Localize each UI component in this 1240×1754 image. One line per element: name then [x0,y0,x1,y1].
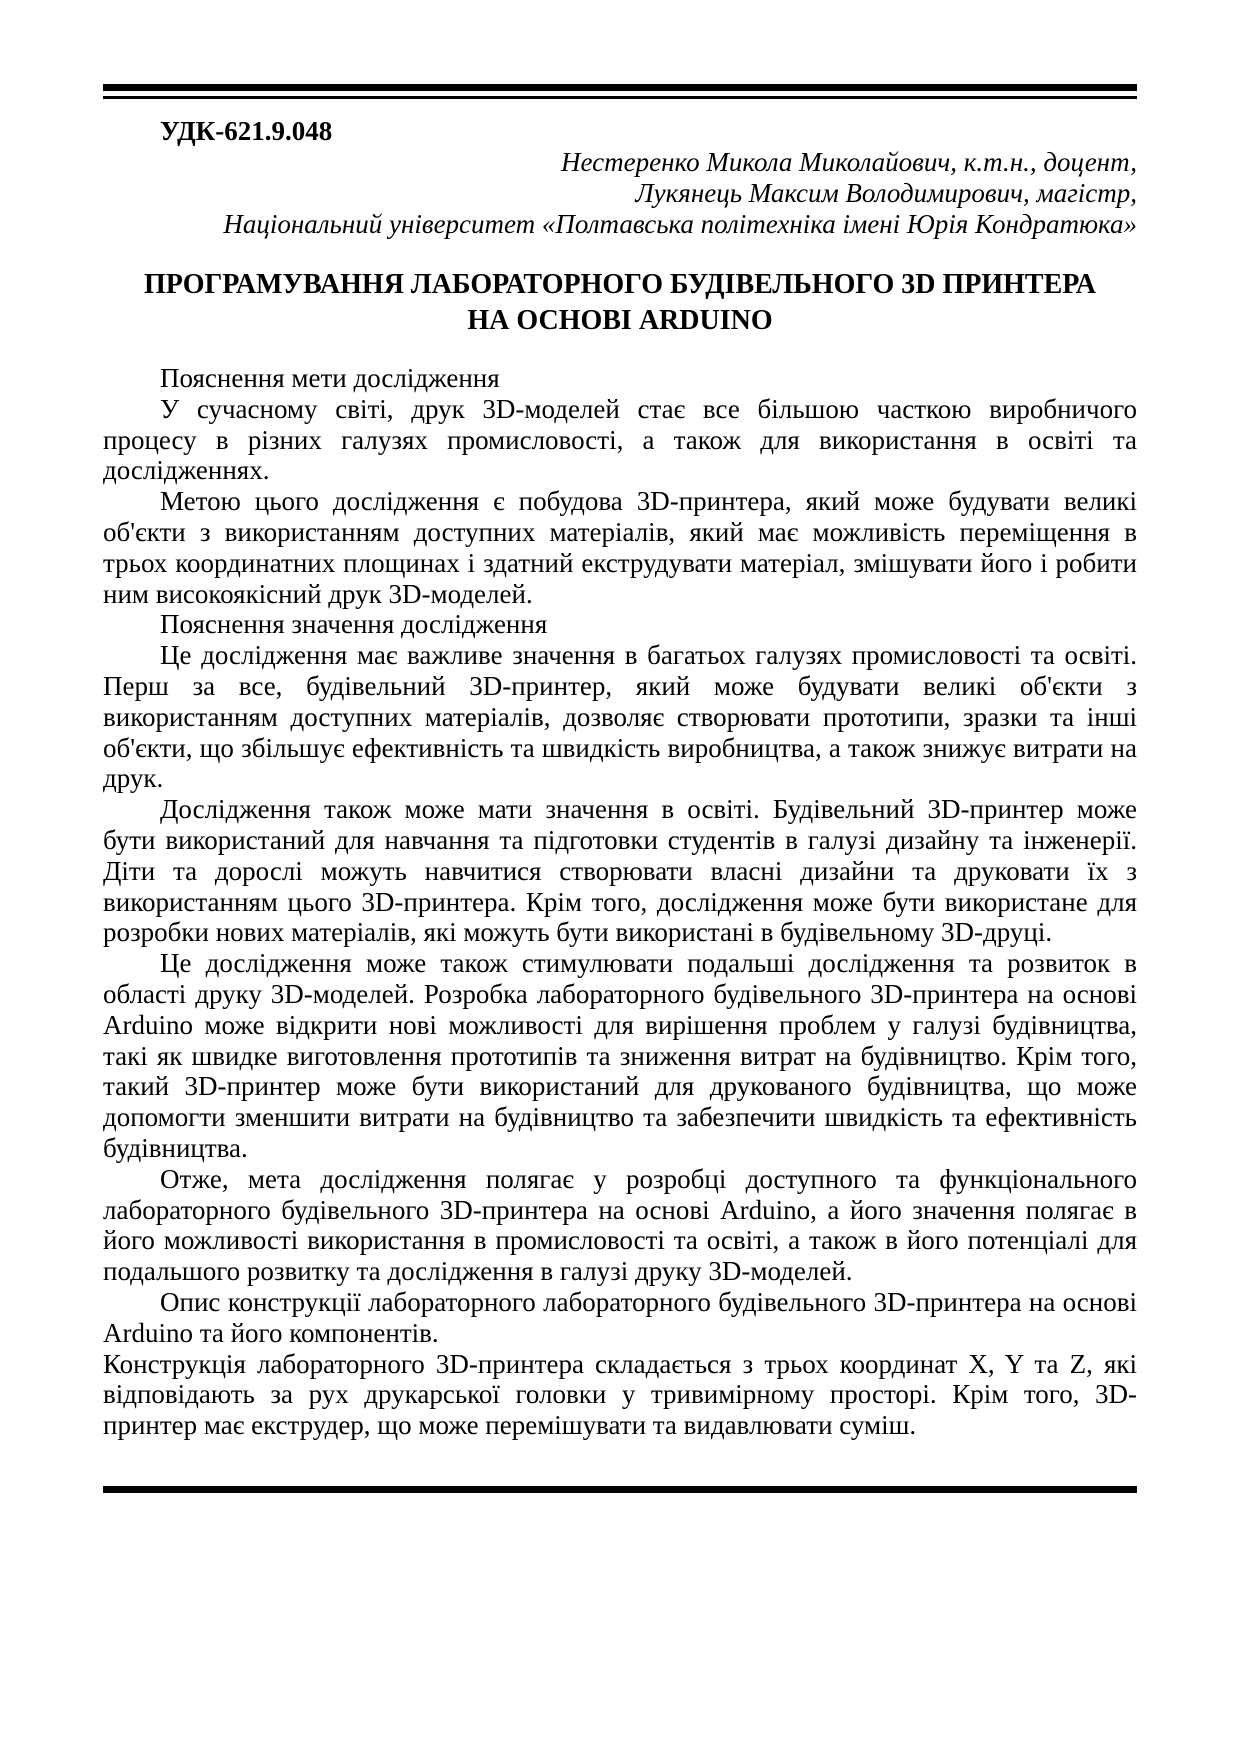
page-content [103,104,1137,1441]
paragraph: Отже, мета дослідження полягає у розробці доступного та функціонального лабораторного будівельного 3D-принтера на основі Arduino, а його значення полягає в його можливості використання в промисловості та освіті, а також в його потенціалі для подальшого розвитку та дослідження в галузі друку 3D-моделей. [103,1163,1137,1287]
paragraph: Конструкція лабораторного 3D-принтера складається з трьох координат X, Y та Z, які відповідають за рух друкарської головки у тривимірному просторі. Крім того, 3D-принтер має екструдер, що може перемішувати та видавлювати суміш. [103,1348,1137,1441]
udc-code: УДК-621.9.048 [160,116,333,146]
paper-title [113,267,1127,339]
top-rule-thin [103,96,1137,99]
paragraph: Опис конструкції лабораторного лабораторного будівельного 3D-принтера на основі Arduino та його компонентів. [103,1286,1137,1348]
author-block [103,147,1137,240]
section-heading-purpose: Пояснення мети дослідження [160,363,500,393]
author-line-2: Лукянець Максим Володимирович, магістр, [635,178,1137,208]
paragraph: Це дослідження може також стимулювати подальші дослідження та розвиток в області друку 3D-моделей. Розробка лабораторного будівельного 3D-принтера на основі Arduino може відкрити нові можливості для вирішення проблем у галузі будівництва, такі як швидке виготовлення прототипів та зниження витрат на будівництво. Крім того, такий 3D-принтер може бути використаний для друкованого будівництва, що може допомогти зменшити витрати на будівництво та забезпечити швидкість та ефективність будівництва. [103,948,1137,1163]
affiliation-line: Національний університет «Полтавська політехніка імені Юрія Кондратюка» [223,209,1137,239]
paragraph: Дослідження також може мати значення в освіті. Будівельний 3D-принтер може бути використаний для навчання та підготовки студентів в галузі дизайну та інженерії. Діти та дорослі можуть навчитися створювати власні дизайни та друковати їх з використанням цього 3D-принтера. Крім того, дослідження може бути використане для розробки нових матеріалів, які можуть бути використані в будівельному 3D-друці. [103,794,1137,948]
top-rule-thick [103,84,1137,91]
author-line-1: Нестеренко Микола Миколайович, к.т.н., доцент, [561,147,1137,177]
paragraph: Це дослідження має важливе значення в багатьох галузях промисловості та освіті. Перш за все, будівельний 3D-принтер, який може будувати великі об'єкти з використанням доступних матеріалів, дозволяє створювати прототипи, зразки та інші об'єкти, що збільшує ефективність та швидкість виробництва, а також знижує витрати на друк. [103,640,1137,794]
paragraph: Метою цього дослідження є побудова 3D-принтера, який може будувати великі об'єкти з використанням доступних матеріалів, який має можливість переміщення в трьох координатних площинах і здатний екструдувати матеріал, змішувати його і робити ним високоякісний друк 3D-моделей. [103,486,1137,609]
bottom-rule [103,1486,1137,1493]
paragraph: У сучасному світі, друк 3D-моделей стає все більшою часткою виробничого процесу в різних галузях промисловості, а також для використання в освіті та дослідженнях. [103,393,1137,486]
paper-title-line-1: ПРОГРАМУВАННЯ ЛАБОРАТОРНОГО БУДІВЕЛЬНОГО 3D ПРИНТЕРА [143,269,1097,300]
section-heading-significance: Пояснення значення дослідження [160,609,548,640]
paper-title-line-2: НА ОСНОВІ ARDUINO [467,305,773,336]
